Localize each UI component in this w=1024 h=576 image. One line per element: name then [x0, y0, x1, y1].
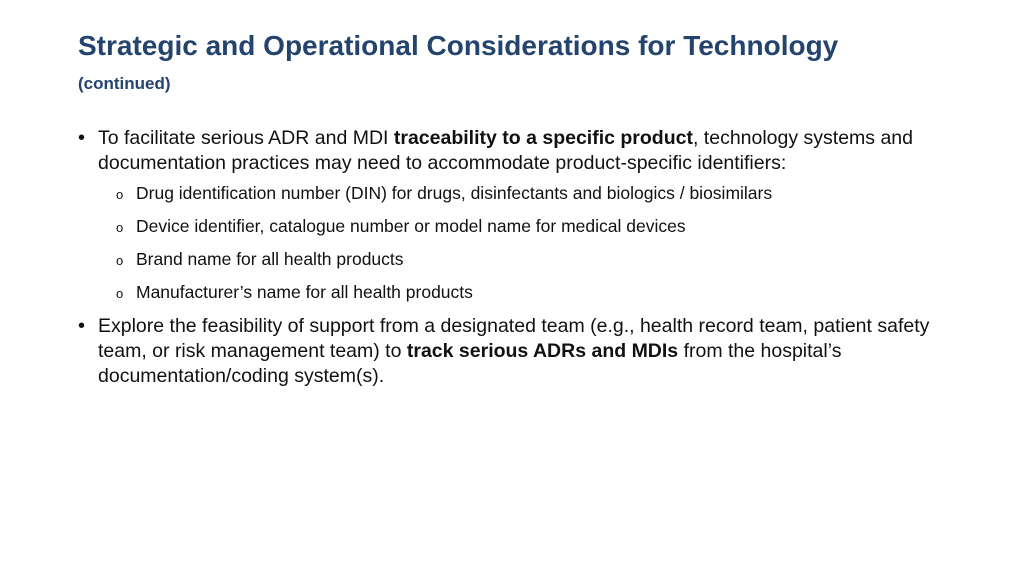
- sub-item-text: Brand name for all health products: [136, 249, 404, 269]
- sub-item-text: Manufacturer’s name for all health products: [136, 282, 473, 302]
- bullet-marker: •: [78, 127, 86, 149]
- bullet-text-run: Explore the feasibility of support from a designated team (e.g., health record team, patient safety team, or risk management team) to: [98, 315, 930, 362]
- bullet-item: [78, 126, 958, 176]
- sub-bullet-marker: o: [116, 220, 124, 235]
- bullet-text-run: , technology systems and documentation practices may need to accommodate product-specific identifiers:: [98, 127, 914, 174]
- bullet-text-run: from the hospital’s documentation/coding system(s).: [98, 340, 842, 387]
- sub-list-item: [78, 215, 958, 237]
- sub-list-item: [78, 248, 958, 270]
- sub-bullet-marker: o: [116, 253, 124, 268]
- bullet-text: [98, 127, 913, 174]
- sub-item-text: Drug identification number (DIN) for drugs, disinfectants and biologics / biosimilars: [136, 183, 773, 203]
- bullet-marker: •: [78, 315, 86, 337]
- sub-list-item: [78, 281, 958, 303]
- slide-content: [78, 126, 958, 393]
- bullet-text-run: To facilitate serious ADR and MDI: [98, 127, 394, 149]
- sub-list-item: [78, 182, 958, 204]
- bullet-text-bold: traceability to a specific product: [393, 127, 693, 149]
- sub-bullet-marker: o: [116, 187, 124, 202]
- sub-bullet-marker: o: [116, 286, 124, 301]
- slide-title: Strategic and Operational Considerations for Technology: [78, 30, 839, 61]
- sub-list: [78, 182, 958, 303]
- bullet-item: [78, 314, 958, 389]
- sub-item-text: Device identifier, catalogue number or model name for medical devices: [136, 216, 686, 236]
- slide-subtitle: (continued): [78, 74, 171, 93]
- bullet-text-bold: track serious ADRs and MDIs: [406, 340, 679, 362]
- bullet-text: [98, 315, 929, 387]
